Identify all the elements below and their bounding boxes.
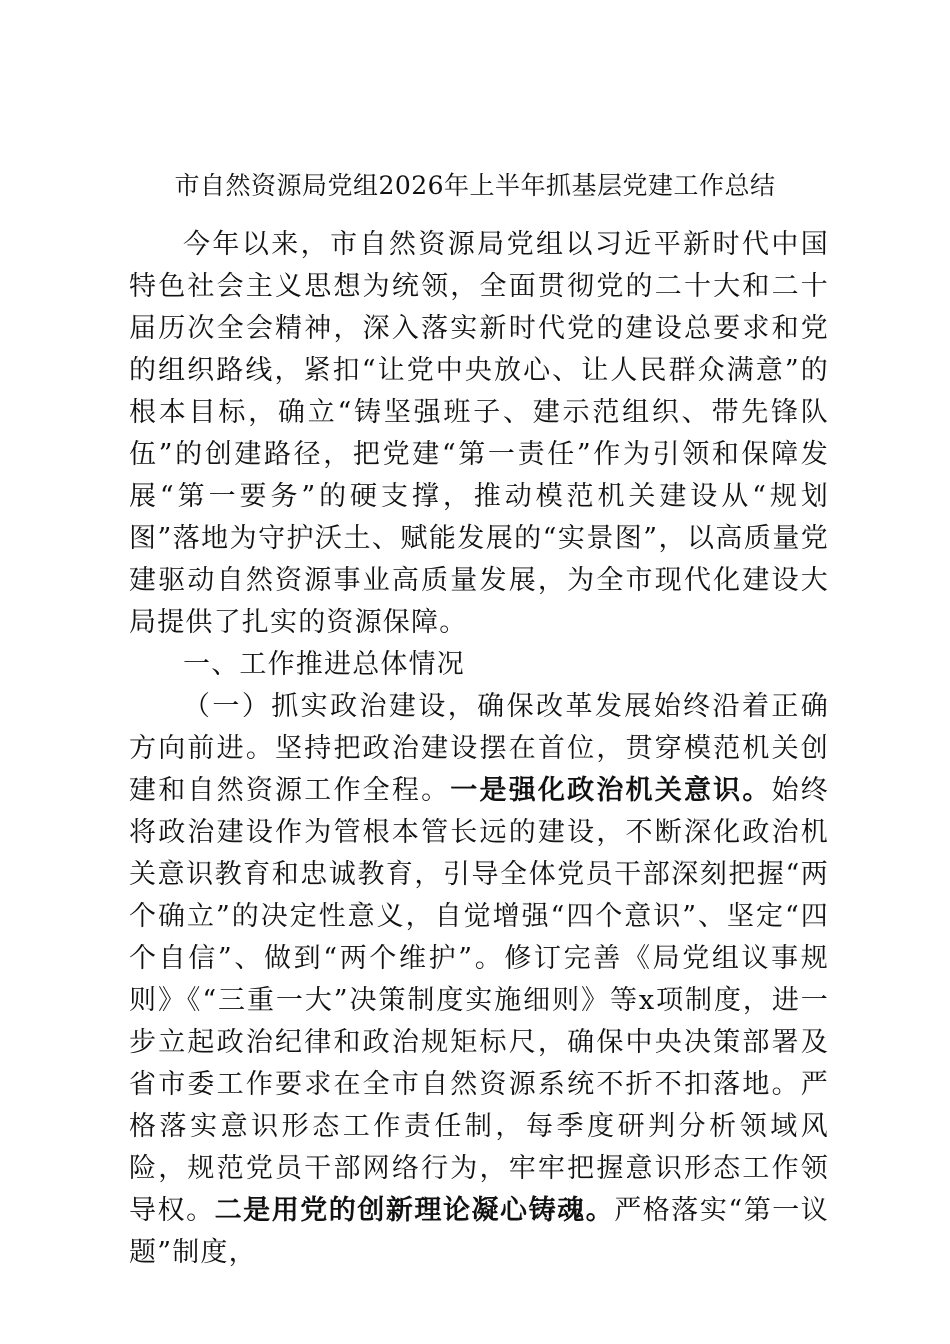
subsection-paragraph [129, 686, 829, 1274]
subsection-text: 坚持把政治建设摆在首位，贯穿模范机关创建和自然资源工作全程。 [129, 733, 829, 806]
intro-paragraph: 今年以来，市自然资源局党组以习近平新时代中国特色社会主义思想为统领，全面贯彻党的二十大和二十届历次全会精神，深入落实新时代党的建设总要求和党的组织路线，紧扣“让党中央放心、让人民群众满意”的根本目标，确立“铸坚强班子、建示范组织、带先锋队伍”的创建路径，把党建“第一责任”作为引领和保障发展“第一要务”的硬支撑，推动模范机关建设从“规划图”落地为守护沃土、赋能发展的“实景图”，以高质量党建驱动自然资源事业高质量发展，为全市现代化建设大局提供了扎实的资源保障。 [129, 229, 829, 638]
subsection-heading: （一）抓实政治建设，确保改革发展始终沿着正确方向前进。 [129, 691, 829, 764]
section-heading: 一、工作推进总体情况 [183, 649, 465, 680]
point-1-text: 始终将政治建设作为管根本管长远的建设，不断深化政治机关意识教育和忠诚教育，引导全体党员干部深刻把握“两个确立”的决定性意义，自觉增强“四个意识”、坚定“四个自信”、做到“两个维护”。修订完善《局党组议事规则》《“三重一大”决策制度实施细则》等x项制度，进一步立起政治纪律和政治规矩标尺，确保中央决策部署及省市委工作要求在全市自然资源系统不折不扣落地。严格落实意识形态工作责任制，每季度研判分析领域风险，规范党员干部网络行为，牢牢把握意识形态工作领导权。 [129, 775, 830, 1226]
document-body [129, 224, 829, 1274]
point-2-lead: 二是用党的创新理论凝心铸魂。 [214, 1195, 615, 1226]
point-2-text: 严格落实“第一议题”制度， [129, 1195, 829, 1268]
point-1-lead: 一是强化政治机关意识。 [450, 775, 772, 806]
document-title: 市自然资源局党组2026年上半年抓基层党建工作总结 [174, 171, 776, 200]
